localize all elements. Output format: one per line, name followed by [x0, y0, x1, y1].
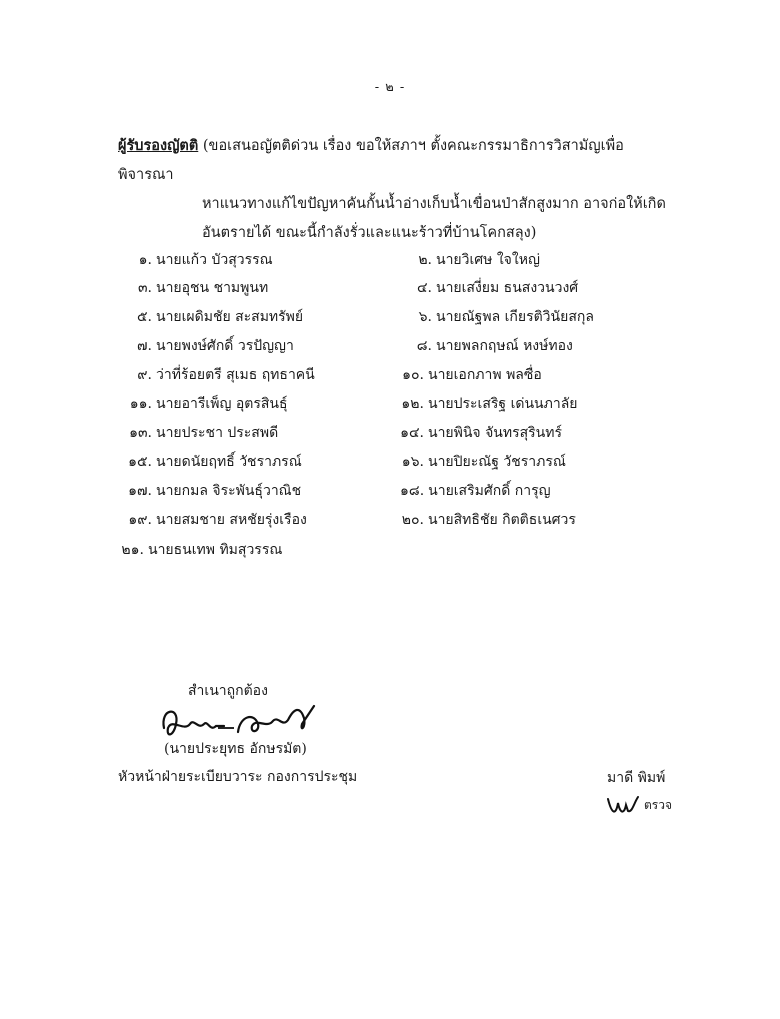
certifier-name: (นายประยุทธ อักษรมัต): [164, 741, 307, 757]
signer-name: นายเสริมศักดิ์ การุญ: [428, 483, 551, 499]
signer-number: ๑.: [138, 252, 152, 268]
signer-name: นายสมชาย สหชัยรุ่งเรือง: [156, 512, 307, 528]
signer-number: ๑๔.: [400, 425, 424, 441]
page-number: - ๒ -: [374, 80, 406, 95]
signer-name: นายเอกภาพ พลซื่อ: [428, 367, 542, 383]
signer-number: ๘.: [416, 338, 432, 354]
signer-item: [120, 539, 282, 561]
intro-line-2: หาแนวทางแก้ไขปัญหาคันกั้นน้ำอ่างเก็บน้ำเขื่อนป่าสักสูงมาก อาจก่อให้เกิด: [202, 196, 666, 212]
typist-note: มาดี พิมพ์: [607, 770, 666, 786]
signer-item: [128, 509, 307, 531]
signer-number: ๙.: [137, 367, 152, 383]
checker-initial-mark: [604, 793, 640, 817]
signer-name: นายณัฐพล เกียรติวินัยสกุล: [436, 309, 594, 325]
signer-item: [400, 509, 576, 531]
signer-name: นายพินิจ จันทรสุรินทร์: [428, 425, 562, 441]
signer-item: [400, 393, 577, 415]
signer-item: [400, 422, 562, 444]
signer-item: [128, 249, 273, 271]
checker-note: [604, 793, 672, 817]
intro-line-3: อันตรายได้ ขณะนี้กำลังรั่วและแนะร้าวที่บ้านโคกสลุง): [202, 225, 537, 241]
signer-number: ๖.: [418, 309, 432, 325]
intro-line-1: (ขอเสนอญัตติด่วน เรื่อง ขอให้สภาฯ ตั้งคณะกรรมาธิการวิสามัญเพื่อ พิจารณา: [118, 138, 624, 183]
certifier-position: หัวหน้าฝ่ายระเบียบวาระ กองการประชุม: [118, 769, 358, 785]
signer-name: นายธนเทพ ทิมสุวรรณ: [148, 542, 283, 558]
signer-name: นายสิทธิชัย กิตติธเนศวร: [428, 512, 576, 528]
signer-number: ๑๖.: [401, 454, 424, 470]
signer-item: [128, 335, 294, 357]
signer-number: ๓.: [137, 280, 152, 296]
signer-number: ๒๐.: [401, 512, 424, 528]
signer-item: [128, 480, 301, 502]
signer-name: นายประเสริฐ เด่นนภาลัย: [428, 396, 578, 412]
signer-number: ๑๗.: [128, 483, 152, 499]
signer-name: นายอารีเพ็ญ อุตรสินธุ์: [156, 396, 288, 412]
signer-number: ๑๙.: [128, 512, 152, 528]
signer-item: [400, 451, 566, 473]
signer-name: นายเสงี่ยม ธนสงวนวงศ์: [436, 280, 579, 296]
signer-item: [400, 364, 542, 386]
checker-label: ตรวจ: [644, 798, 673, 812]
signer-item: [400, 480, 551, 502]
signer-number: ๕.: [136, 309, 152, 325]
signer-name: นายวิเศษ ใจใหญ่: [436, 252, 540, 268]
signer-item: [128, 277, 268, 299]
signer-number: ๔.: [416, 280, 432, 296]
signer-name: นายพงษ์ศักดิ์ วรปัญญา: [156, 338, 294, 354]
intro-lead: ผู้รับรองญัตติ: [118, 137, 199, 154]
signer-item: [128, 306, 303, 328]
signer-name: ว่าที่ร้อยตรี สุเมธ ฤทธาคนี: [156, 367, 315, 383]
signer-item: [128, 364, 315, 386]
signer-name: นายกมล จิระพันธุ์วาณิช: [156, 483, 302, 499]
signer-item: [408, 249, 540, 271]
signer-name: นายเผดิมชัย สะสมทรัพย์: [156, 309, 304, 325]
signer-name: นายดนัยฤทธิ์ วัชราภรณ์: [156, 454, 302, 470]
signer-name: นายแก้ว บัวสุวรรณ: [156, 252, 273, 268]
signer-number: ๒๑.: [121, 542, 144, 558]
signer-number: ๑๓.: [129, 425, 152, 441]
signer-number: ๒.: [418, 252, 432, 268]
signer-number: ๑๘.: [400, 483, 425, 499]
signer-item: [408, 277, 578, 299]
signer-number: ๑๑.: [129, 396, 152, 412]
signer-name: นายประชา ประสพดี: [156, 425, 279, 441]
signer-name: นายปิยะณัฐ วัชราภรณ์: [428, 454, 566, 470]
signer-name: นายอุชน ชามพูนท: [156, 280, 269, 296]
signer-item: [408, 335, 573, 357]
signer-name: นายพลกฤษณ์ หงษ์ทอง: [436, 338, 573, 354]
signer-item: [408, 306, 594, 328]
signer-number: ๑๐.: [402, 367, 424, 383]
signer-item: [128, 422, 278, 444]
intro-paragraph: [118, 131, 678, 248]
certified-copy-label: สำเนาถูกต้อง: [188, 683, 268, 699]
signer-item: [128, 451, 302, 473]
signer-item: [128, 393, 288, 415]
signer-number: ๗.: [137, 338, 152, 354]
signer-number: ๑๕.: [128, 454, 152, 470]
signer-number: ๑๒.: [401, 396, 424, 412]
